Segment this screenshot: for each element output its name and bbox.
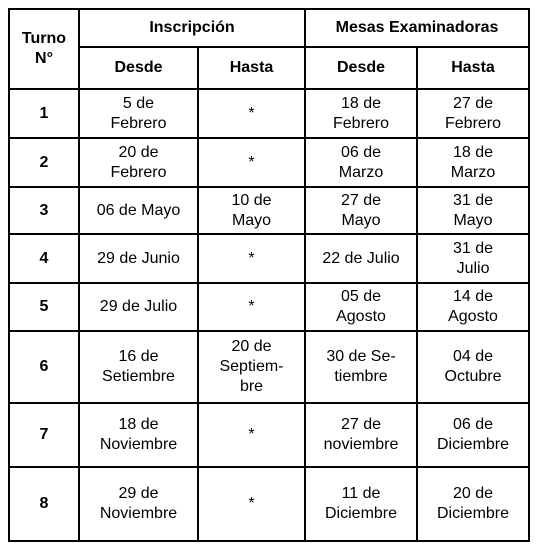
mesas-hasta-cell: 14 de Agosto — [417, 283, 529, 331]
mesas-desde-cell: 11 de Diciembre — [305, 467, 417, 541]
mesas-hasta-cell: 04 de Octubre — [417, 331, 529, 403]
table-row — [9, 234, 529, 283]
inscripcion-hasta-cell: * — [198, 89, 305, 138]
turno-cell: 6 — [9, 331, 79, 403]
mesas-hasta-cell: 20 de Diciembre — [417, 467, 529, 541]
mesas-desde-cell: 05 de Agosto — [305, 283, 417, 331]
exam-schedule-table — [8, 8, 530, 542]
turno-cell: 7 — [9, 403, 79, 467]
header-mesas-hasta: Hasta — [417, 47, 529, 89]
inscripcion-desde-cell: 18 de Noviembre — [79, 403, 198, 467]
turno-cell: 8 — [9, 467, 79, 541]
header-inscripcion-desde: Desde — [79, 47, 198, 89]
mesas-hasta-cell: 27 de Febrero — [417, 89, 529, 138]
inscripcion-desde-cell: 16 de Setiembre — [79, 331, 198, 403]
inscripcion-desde-cell: 06 de Mayo — [79, 187, 198, 234]
inscripcion-desde-cell: 29 de Noviembre — [79, 467, 198, 541]
inscripcion-desde-cell: 29 de Julio — [79, 283, 198, 331]
table-row — [9, 138, 529, 187]
mesas-desde-cell: 30 de Se- tiembre — [305, 331, 417, 403]
inscripcion-hasta-cell: * — [198, 403, 305, 467]
mesas-desde-cell: 27 de Mayo — [305, 187, 417, 234]
table-row — [9, 187, 529, 234]
mesas-hasta-cell: 31 de Mayo — [417, 187, 529, 234]
header-inscripcion: Inscripción — [79, 9, 305, 47]
mesas-desde-cell: 22 de Julio — [305, 234, 417, 283]
inscripcion-hasta-cell: 20 de Septiem- bre — [198, 331, 305, 403]
mesas-desde-cell: 27 de noviembre — [305, 403, 417, 467]
table-row — [9, 403, 529, 467]
inscripcion-desde-cell: 5 de Febrero — [79, 89, 198, 138]
inscripcion-hasta-cell: * — [198, 283, 305, 331]
header-mesas-examinadoras: Mesas Examinadoras — [305, 9, 529, 47]
header-row-top — [9, 9, 529, 47]
mesas-desde-cell: 06 de Marzo — [305, 138, 417, 187]
inscripcion-desde-cell: 20 de Febrero — [79, 138, 198, 187]
turno-cell: 1 — [9, 89, 79, 138]
turno-cell: 2 — [9, 138, 79, 187]
inscripcion-hasta-cell: * — [198, 234, 305, 283]
table-row — [9, 89, 529, 138]
table-row — [9, 467, 529, 541]
header-turno: Turno N° — [9, 9, 79, 89]
table-row — [9, 283, 529, 331]
header-mesas-desde: Desde — [305, 47, 417, 89]
turno-cell: 4 — [9, 234, 79, 283]
inscripcion-hasta-cell: * — [198, 467, 305, 541]
mesas-desde-cell: 18 de Febrero — [305, 89, 417, 138]
mesas-hasta-cell: 06 de Diciembre — [417, 403, 529, 467]
mesas-hasta-cell: 31 de Julio — [417, 234, 529, 283]
mesas-hasta-cell: 18 de Marzo — [417, 138, 529, 187]
header-inscripcion-hasta: Hasta — [198, 47, 305, 89]
inscripcion-hasta-cell: * — [198, 138, 305, 187]
header-row-sub — [9, 47, 529, 89]
inscripcion-desde-cell: 29 de Junio — [79, 234, 198, 283]
turno-cell: 3 — [9, 187, 79, 234]
turno-cell: 5 — [9, 283, 79, 331]
inscripcion-hasta-cell: 10 de Mayo — [198, 187, 305, 234]
table-row — [9, 331, 529, 403]
